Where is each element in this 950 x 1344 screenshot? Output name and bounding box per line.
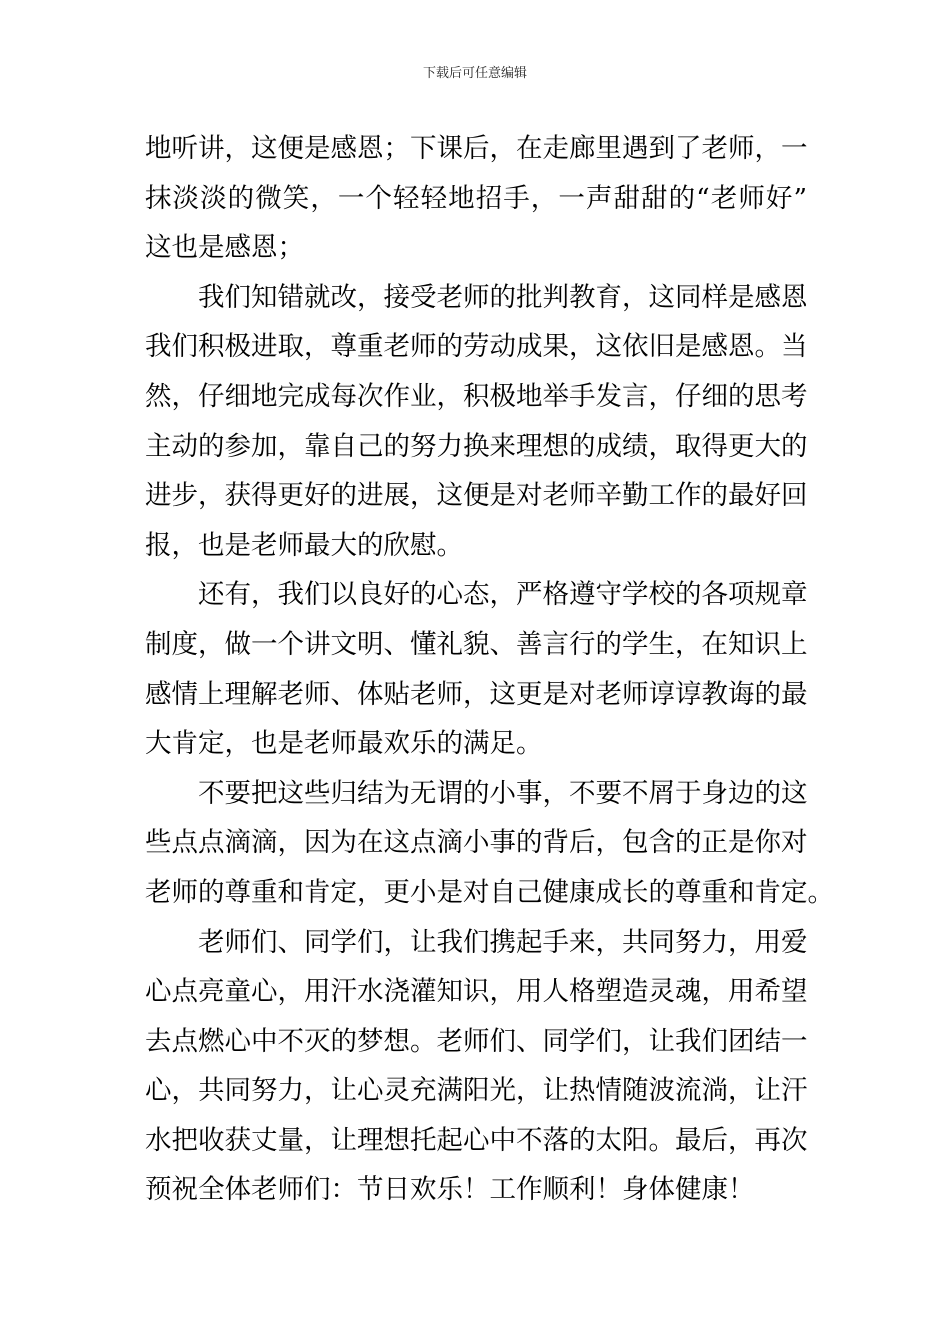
text-line: 心，共同努力，让心灵充满阳光，让热情随波流淌，让汗 (145, 1075, 808, 1107)
text-line: 报，也是老师最大的欣慰。 (145, 529, 463, 561)
text-line: 抹淡淡的微笑，一个轻轻地招手，一声甜甜的“老师好” (145, 182, 807, 214)
text-line: 预祝全体老师们：节日欢乐！工作顺利！身体健康！ (145, 1174, 755, 1206)
text-line: 这也是感恩； (145, 232, 304, 264)
body-text (145, 124, 834, 1215)
text-line: 地听讲，这便是感恩；下课后，在走廊里遇到了老师，一 (145, 133, 808, 164)
page-header: 下载后可任意编辑 (422, 66, 527, 81)
text-line: 不要把这些归结为无谓的小事，不要不屑于身边的这 (198, 777, 808, 809)
text-line: 心点亮童心，用汗水浇灌知识，用人格塑造灵魂，用希望 (145, 976, 808, 1008)
text-line: 大肯定，也是老师最欢乐的满足。 (145, 728, 543, 760)
text-line: 制度，做一个讲文明、懂礼貌、善言行的学生，在知识上 (145, 628, 808, 660)
text-line: 然，仔细地完成每次作业，积极地举手发言，仔细的思考 (145, 380, 808, 412)
text-line: 去点燃心中不灭的梦想。老师们、同学们，让我们团结一 (145, 1025, 808, 1057)
text-line: 水把收获丈量，让理想托起心中不落的太阳。最后，再次 (145, 1124, 808, 1156)
text-line: 我们积极进取，尊重老师的劳动成果，这依旧是感恩。当 (145, 331, 808, 363)
text-line: 还有，我们以良好的心态，严格遵守学校的各项规章 (198, 579, 808, 611)
text-line: 老师的尊重和肯定，更小是对自己健康成长的尊重和肯定。 (145, 876, 834, 908)
text-line: 老师们、同学们，让我们携起手来，共同努力，用爱 (198, 926, 808, 958)
text-line: 感情上理解老师、体贴老师，这更是对老师谆谆教诲的最 (145, 678, 808, 710)
text-line: 进步，获得更好的进展，这便是对老师辛勤工作的最好回 (145, 480, 808, 512)
text-line: 我们知错就改，接受老师的批判教育，这同样是感恩 (198, 281, 808, 313)
text-line: 主动的参加，靠自己的努力换来理想的成绩，取得更大的 (145, 430, 808, 462)
text-line: 些点点滴滴，因为在这点滴小事的背后，包含的正是你对 (145, 827, 808, 859)
